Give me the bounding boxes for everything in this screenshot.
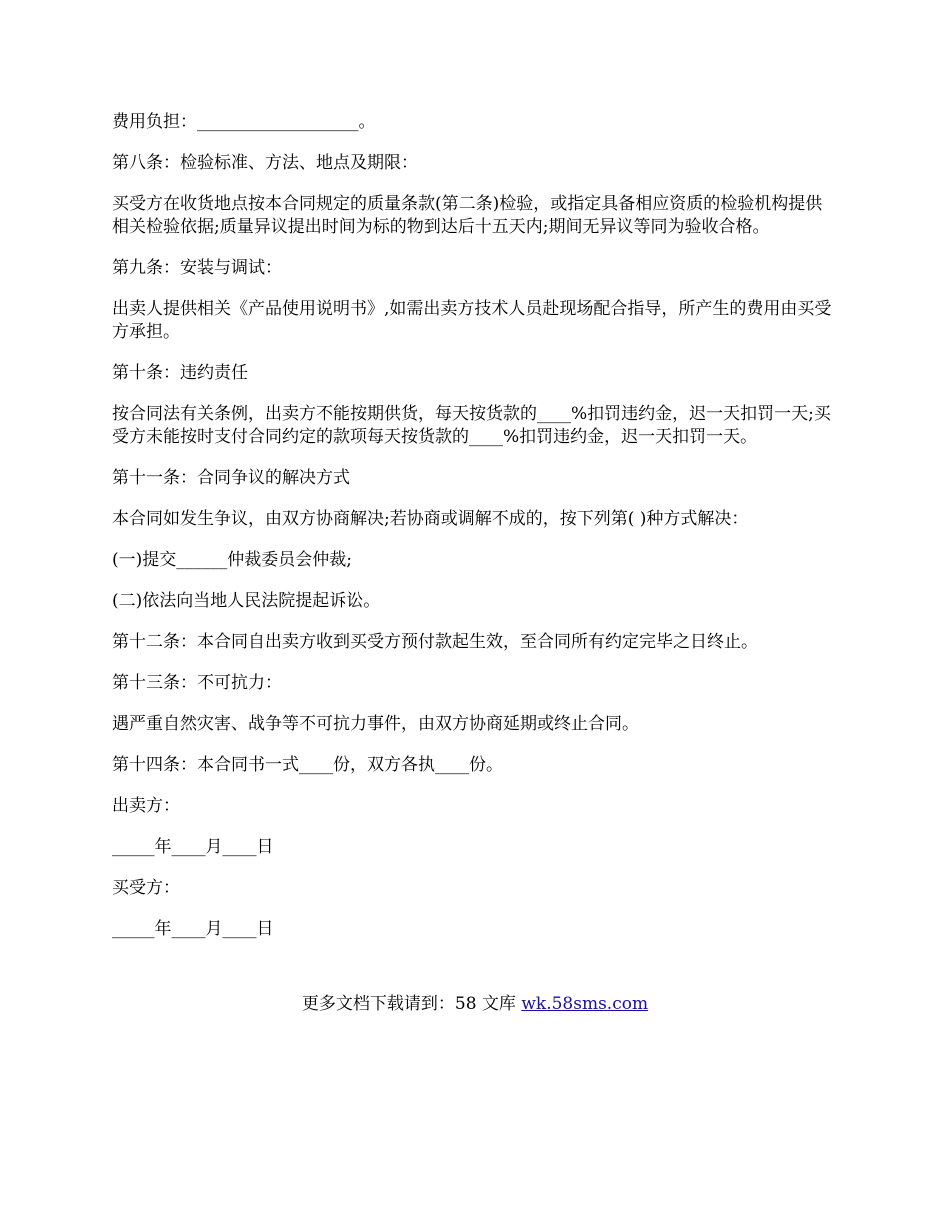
paragraph-cost-bearing: 费用负担：___________________。 <box>112 112 376 132</box>
paragraph-article-13-heading: 第十三条：不可抗力： <box>112 673 282 693</box>
footer-site-link[interactable]: wk.58sms.com <box>521 994 649 1014</box>
paragraph-article-8-body: 买受方在收货地点按本合同规定的质量条款(第二条)检验，或指定具备相应资质的检验机构提供相关检验依据;质量异议提出时间为标的物到达后十五天内;期间无异议等同为验收合格。 <box>112 194 823 237</box>
paragraph-article-11-heading: 第十一条：合同争议的解决方式 <box>112 468 350 488</box>
paragraph-seller-date: _____年____月____日 <box>112 837 274 857</box>
footer-prefix: 更多文档下载请到：58 文库 <box>301 994 522 1014</box>
paragraph-article-14: 第十四条：本合同书一式____份，双方各执____份。 <box>112 755 503 775</box>
paragraph-article-9-heading: 第九条：安装与调试： <box>112 258 282 278</box>
paragraph-article-9-body: 出卖人提供相关《产品使用说明书》,如需出卖方技术人员赴现场配合指导，所产生的费用由买受方承担。 <box>112 299 832 342</box>
paragraph-article-13-body: 遇严重自然灾害、战争等不可抗力事件，由双方协商延期或终止合同。 <box>112 714 639 734</box>
paragraph-article-10-heading: 第十条：违约责任 <box>112 363 248 383</box>
paragraph-article-12: 第十二条：本合同自出卖方收到买受方预付款起生效，至合同所有约定完毕之日终止。 <box>112 632 758 652</box>
document-body <box>112 111 837 959</box>
paragraph-seller-label: 出卖方： <box>112 796 180 816</box>
paragraph-option-1: (一)提交______仲裁委员会仲裁; <box>112 550 352 570</box>
paragraph-buyer-label: 买受方： <box>112 878 180 898</box>
paragraph-buyer-date: _____年____月____日 <box>112 919 274 939</box>
download-footer <box>0 993 950 1016</box>
paragraph-article-8-heading: 第八条：检验标准、方法、地点及期限： <box>112 153 418 173</box>
paragraph-article-10-body: 按合同法有关条例，出卖方不能按期供货，每天按货款的____%扣罚违约金，迟一天扣罚一天;买受方未能按时支付合同约定的款项每天按货款的____%扣罚违约金，迟一天扣罚一天。 <box>112 404 831 447</box>
paragraph-option-2: (二)依法向当地人民法院提起诉讼。 <box>112 591 381 611</box>
paragraph-article-11-body: 本合同如发生争议，由双方协商解决;若协商或调解不成的，按下列第( )种方式解决： <box>112 509 749 529</box>
